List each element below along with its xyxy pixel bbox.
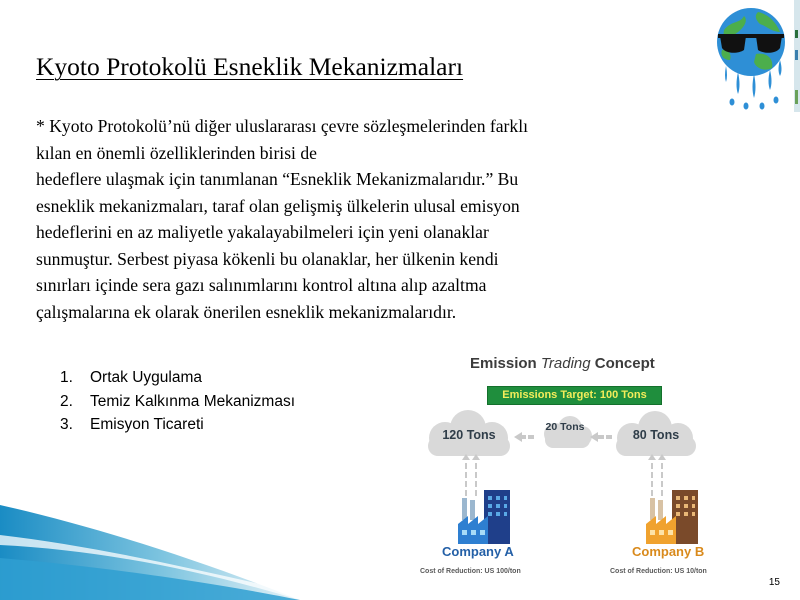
body-line: * Kyoto Protokolü’nü diğer uluslararası çevre sözleşmelerinden farklı — [36, 116, 528, 136]
cloud-label-company-b: 80 Tons — [632, 428, 680, 442]
figure-title-part: Concept — [590, 355, 655, 372]
list-item — [60, 413, 295, 437]
arrow-icon — [462, 454, 666, 496]
figure-title-part: Emission — [470, 355, 541, 372]
body-line: çalışmalarına ek olarak önerilen esneklik mekanizmalarıdır. — [36, 301, 457, 322]
cloud-label-company-a: 120 Tons — [442, 428, 496, 442]
figure-title — [470, 355, 655, 372]
list-item — [60, 390, 295, 414]
list-number: 2. — [60, 392, 73, 410]
body-line: sunmuştur. Serbest piyasa kökenli bu olanaklar, her ülkenin kendi — [36, 248, 499, 269]
slide-title: Kyoto Protokolü Esneklik Mekanizmaları — [36, 52, 464, 81]
cost-a-label: Cost of Reduction: US 100/ton — [420, 568, 521, 575]
list-label: Ortak Uygulama — [90, 369, 202, 386]
body-line: hedeflere ulaşmak için tanımlanan “Esneklik Mekanizmalarıdır.” Bu — [36, 169, 519, 189]
body-paragraph — [36, 113, 676, 325]
cost-b-label: Cost of Reduction: US 10/ton — [610, 568, 707, 575]
body-line: sınırları içinde sera gazı salınımlarını kontrol altına alıp azaltma — [36, 275, 487, 295]
earth-with-sunglasses-icon — [710, 2, 792, 110]
body-line: esneklik mekanizmaları, taraf olan gelişmiş ülkelerin ulusal emisyon — [36, 195, 520, 216]
emissions-target-box: Emissions Target: 100 Tons — [487, 386, 662, 405]
figure-title-italic: Trading — [540, 355, 591, 372]
factory-icon — [458, 490, 510, 544]
list-label: Temiz Kalkınma Mekanizması — [90, 392, 296, 410]
body-line: hedeflerini en az maliyetle yakalayabilmeleri için yeni olanaklar — [36, 222, 489, 242]
company-b-label: Company B — [632, 544, 705, 559]
list-item — [60, 366, 295, 390]
list-label: Emisyon Ticareti — [90, 416, 204, 433]
mechanism-list — [60, 366, 295, 437]
cloud-label-traded: 20 Tons — [545, 421, 585, 433]
company-a-label: Company A — [442, 544, 514, 559]
list-number: 3. — [60, 416, 73, 433]
list-number: 1. — [60, 369, 73, 386]
right-edge-marks — [794, 0, 800, 112]
body-line: kılan en önemli özelliklerinden birisi de — [36, 142, 317, 163]
factory-icon — [646, 490, 698, 544]
page-number: 15 — [768, 577, 780, 588]
